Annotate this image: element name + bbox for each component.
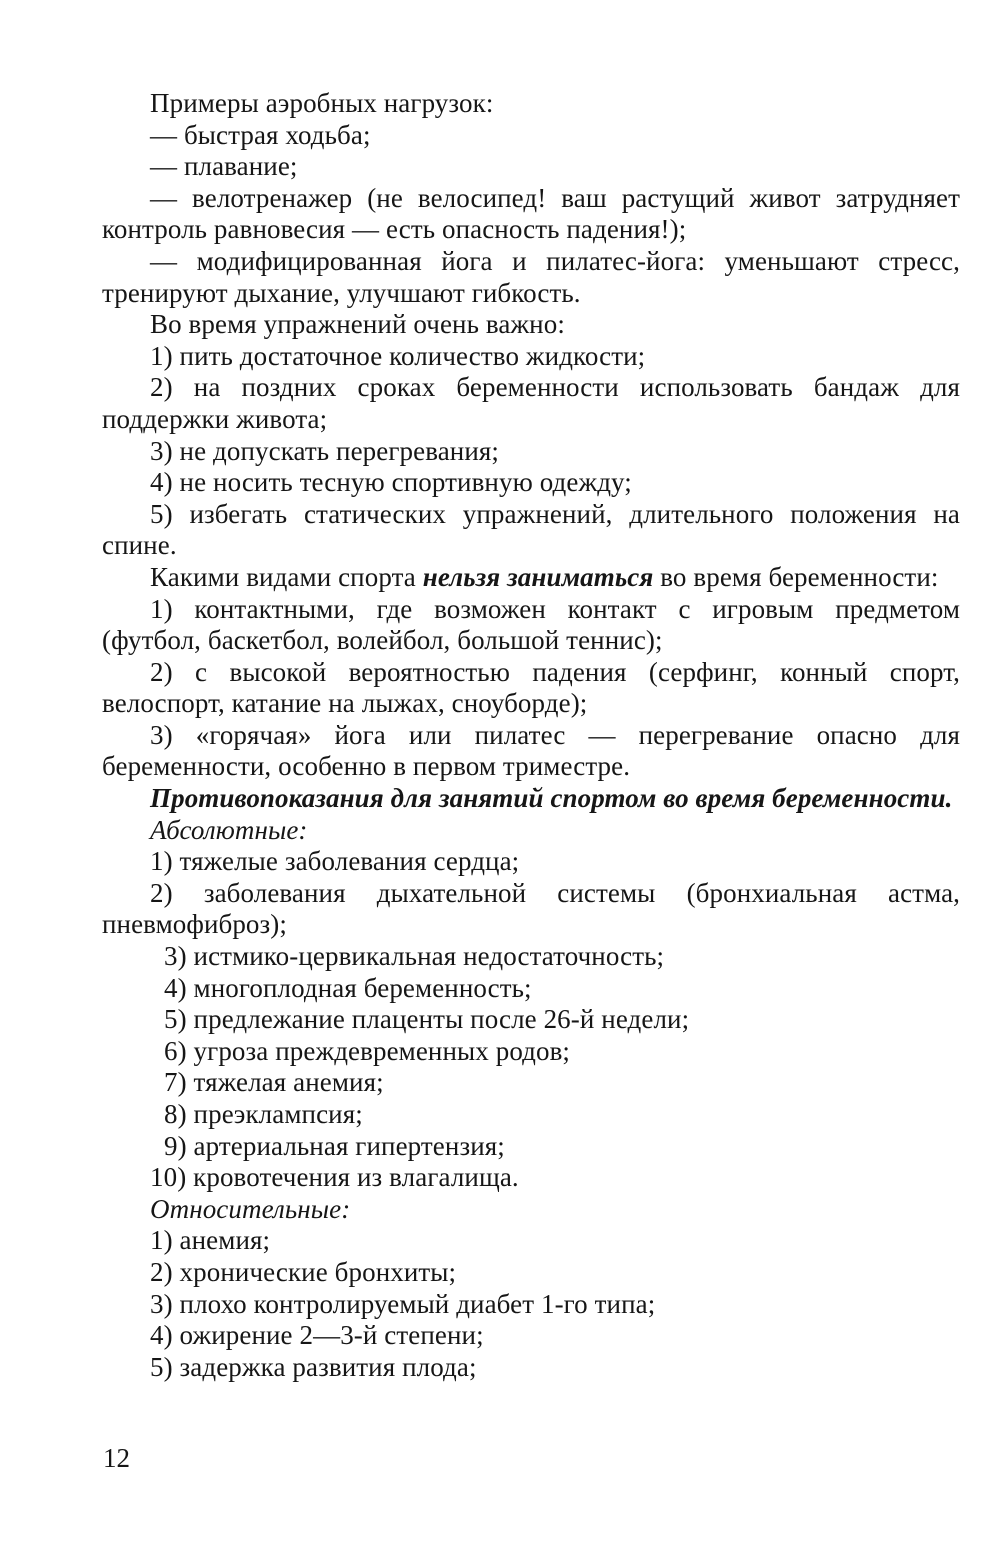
absolute-item-7: 7) тяжелая анемия; [164,1067,384,1098]
forbidden-emphasis: нельзя заниматься [422,561,654,592]
absolute-item-9: 9) артериальная гипертензия; [164,1130,505,1161]
page-body [102,88,960,1383]
absolute-item-10: 10) кровотечения из влагалища. [150,1162,519,1193]
important-item-5: 5) избегать статических упражнений, длительного положения на спине. [102,498,960,561]
absolute-item-3: 3) истмико-цервикальная недостаточность; [164,941,665,972]
absolute-item-5: 5) предлежание плаценты после 26-й недели; [164,1004,690,1035]
forbidden-item-3: 3) «горячая» йога или пилатес — перегревание опасно для беременности, особенно в первом триместре. [102,719,960,782]
relative-item-5: 5) задержка развития плода; [150,1351,477,1382]
aerobic-intro: Примеры аэробных нагрузок: [150,88,494,118]
forbidden-intro-after: во время беременности: [653,561,939,592]
forbidden-intro-before: Какими видами спорта [150,561,423,592]
aerobic-item-swimming: — плавание; [150,151,298,182]
forbidden-intro [102,562,960,594]
important-item-2: 2) на поздних сроках беременности использовать бандаж для поддержки живота; [102,372,960,434]
important-item-1: 1) пить достаточное количество жидкости; [150,340,646,371]
relative-label: Относительные: [150,1193,351,1224]
relative-item-2: 2) хронические бронхиты; [150,1256,457,1287]
absolute-item-1: 1) тяжелые заболевания сердца; [150,846,520,877]
relative-item-3: 3) плохо контролируемый диабет 1-го типа; [150,1288,656,1319]
page-number: 12 [103,1443,130,1473]
absolute-item-4: 4) многоплодная беременность; [164,972,532,1003]
absolute-item-2: 2) заболевания дыхательной системы (бронхиальная астма, пневмофиброз); [102,877,960,940]
aerobic-item-bike: — велотренажер (не велосипед! ваш растущий живот затрудняет контроль равновесия — есть опасность падения!); [102,182,960,245]
absolute-label: Абсолютные: [150,814,308,845]
forbidden-item-2: 2) с высокой вероятностью падения (серфинг, конный спорт, велоспорт, катание на лыжах, сноуборде); [102,656,960,719]
absolute-item-8: 8) преэклампсия; [164,1099,363,1129]
important-intro: Во время упражнений очень важно: [150,309,565,340]
important-item-3: 3) не допускать перегревания; [150,435,500,466]
relative-item-4: 4) ожирение 2—3-й степени; [150,1320,484,1351]
forbidden-item-1: 1) контактными, где возможен контакт с игровым предметом (футбол, баскетбол, волейбол, большой теннис); [102,593,960,656]
aerobic-item-walking: — быстрая ходьба; [150,119,371,150]
aerobic-item-yoga: — модифицированная йога и пилатес-йога: уменьшают стресс, тренируют дыхание, улучшают гибкость. [102,245,960,308]
contraindications-heading: Противопоказания для занятий спортом во время беременности. [150,783,953,814]
important-item-4: 4) не носить тесную спортивную одежду; [150,467,632,498]
relative-item-1: 1) анемия; [150,1225,271,1256]
absolute-item-6: 6) угроза преждевременных родов; [164,1035,571,1066]
